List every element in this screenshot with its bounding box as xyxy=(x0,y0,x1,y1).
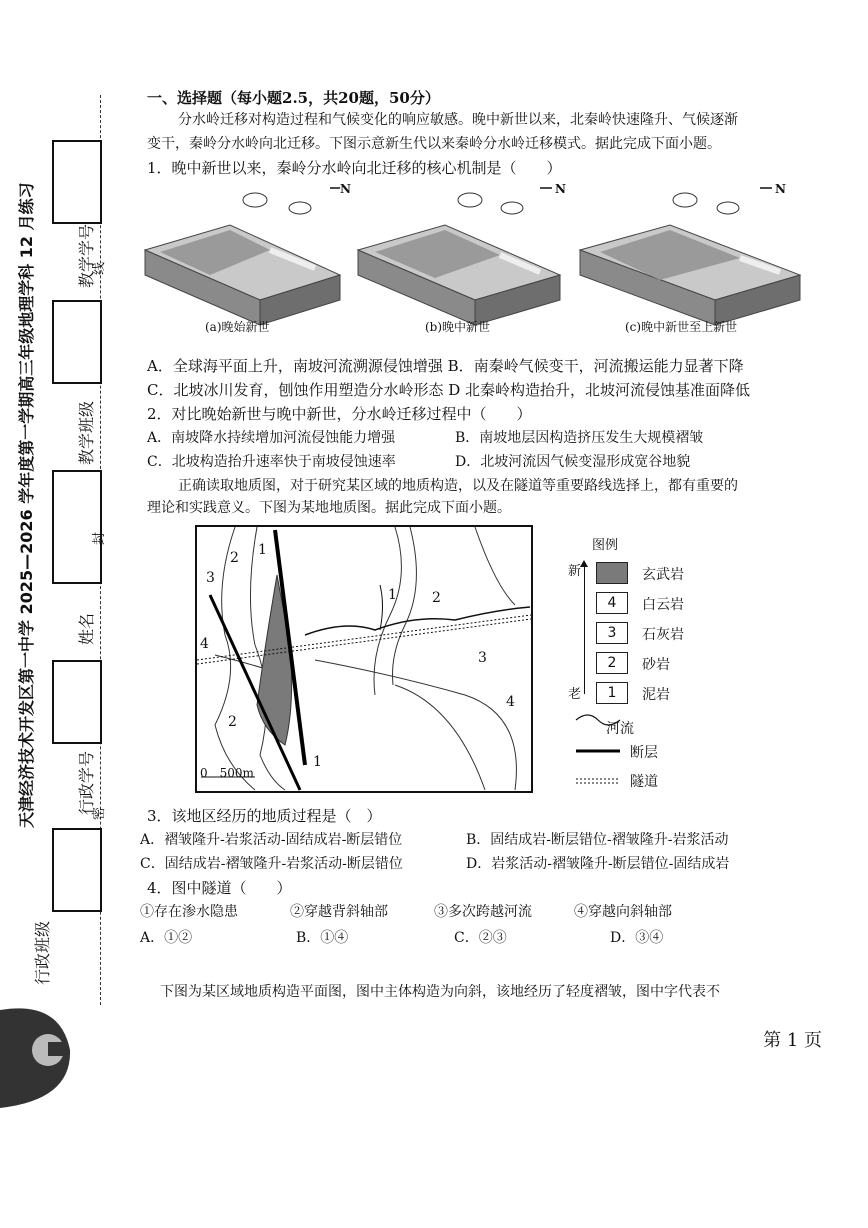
legend-swatch-sandstone: 2 xyxy=(596,652,628,674)
q4-option-c: C．②③ xyxy=(454,930,507,946)
map-num-1c: 1 xyxy=(313,754,322,770)
seal-char-feng: 封 xyxy=(92,531,107,545)
intro-line-1: 分水岭迁移对构造过程和气候变化的响应敏感。晚中新世以来，北秦岭快速隆升、气候逐渐 xyxy=(178,112,738,128)
passage2-line1: 正确读取地质图，对于研究某区域的地质构造，以及在隧道等重要路线选择上，都有重要的 xyxy=(178,478,738,494)
q4-statement-1: ①存在渗水隐患 xyxy=(140,904,238,920)
q4-statement-2: ②穿越背斜轴部 xyxy=(290,904,388,920)
label-teaching-id: 教学学号 xyxy=(77,223,96,288)
q4-option-a: A．①② xyxy=(140,930,193,946)
block-diagram-a xyxy=(145,225,340,325)
legend-label-mudstone: 泥岩 xyxy=(642,687,670,703)
q3-option-b: B．固结成岩-断层错位-褶皱隆升-岩浆活动 xyxy=(466,832,729,848)
legend-label-river: 河流 xyxy=(606,721,634,737)
q2-option-d: D．北坡河流因气候变湿形成宽谷地貌 xyxy=(455,454,691,470)
label-name: 姓名 xyxy=(77,612,96,645)
label-admin-id: 行政学号 xyxy=(77,750,96,815)
q3-option-a: A．褶皱隆升-岩浆活动-固结成岩-断层错位 xyxy=(140,832,403,848)
block-diagram-b xyxy=(358,225,560,325)
admin-class-box[interactable] xyxy=(52,828,102,912)
legend-label-limestone: 石灰岩 xyxy=(642,627,684,643)
label-admin-class: 行政班级 xyxy=(33,920,52,985)
legend-new: 新 xyxy=(568,564,582,579)
q1-stem: 1．晚中新世以来，秦岭分水岭向北迁移的核心机制是（ ） xyxy=(147,159,562,177)
map-num-4b: 4 xyxy=(506,694,515,710)
legend-title: 图例 xyxy=(592,538,619,553)
section-heading: 一、选择题（每小题2.5，共20题，50分） xyxy=(147,89,440,107)
legend-label-dolomite: 白云岩 xyxy=(642,597,684,613)
q4-option-b: B．①④ xyxy=(296,930,349,946)
legend-label-sandstone: 砂岩 xyxy=(642,657,670,673)
q3-option-d: D．岩浆活动-褶皱隆升-断层错位-固结成岩 xyxy=(466,856,730,872)
legend-swatch-mudstone: 1 xyxy=(596,682,628,704)
q4-statement-3: ③多次跨越河流 xyxy=(434,904,532,920)
seal-char-mi: 密 xyxy=(92,806,107,820)
passage2-line2: 理论和实践意义。下图为某地地质图。据此完成下面小题。 xyxy=(147,500,511,516)
q3-stem: 3．该地区经历的地质过程是（ ） xyxy=(147,807,382,825)
legend-old: 老 xyxy=(568,687,582,702)
school-title: 天津经济技术开发区第一中学 2025—2026 学年度第一学期高三年级地理学科 12 月练习 xyxy=(17,182,36,828)
map-num-2c: 2 xyxy=(228,714,237,730)
legend-swatch-limestone: 3 xyxy=(596,622,628,644)
north-arrow-a: N xyxy=(340,182,351,196)
legend-swatch-dolomite: 4 xyxy=(596,592,628,614)
q4-option-d: D．③④ xyxy=(610,930,664,946)
q1-options-line1: A．全球海平面上升，南坡河流溯源侵蚀增强 B．南秦岭气候变干，河流搬运能力显著下降 xyxy=(147,357,744,375)
label-teaching-class: 教学班级 xyxy=(77,400,96,465)
intro-line-2: 变干，秦岭分水岭向北迁移。下图示意新生代以来秦岭分水岭迁移模式。据此完成下面小题。 xyxy=(147,136,721,152)
map-num-3b: 3 xyxy=(478,650,487,666)
legend-label-tunnel: 隧道 xyxy=(630,774,658,790)
legend-arrow-icon xyxy=(580,560,588,567)
caption-b: (b)晚中新世 xyxy=(425,320,491,334)
q2-option-c: C．北坡构造抬升速率快于南坡侵蚀速率 xyxy=(147,454,396,470)
caption-c: (c)晚中新世至上新世 xyxy=(625,320,738,334)
name-box[interactable] xyxy=(52,470,102,584)
map-num-1b: 1 xyxy=(388,587,397,603)
page-number: 第 1 页 xyxy=(763,1030,822,1051)
q2-option-b: B．南坡地层因构造挤压发生大规模褶皱 xyxy=(455,430,704,446)
north-arrow-b: N xyxy=(555,182,566,196)
watershed-migration-figure xyxy=(140,180,820,340)
legend-label-fault: 断层 xyxy=(630,745,658,761)
q4-stem: 4．图中隧道（ ） xyxy=(147,879,292,897)
caption-a: (a)晚始新世 xyxy=(205,320,270,334)
scanner-logo-icon xyxy=(0,1000,80,1110)
map-num-1a: 1 xyxy=(258,542,267,558)
map-num-3a: 3 xyxy=(206,570,215,586)
q2-option-a: A．南坡降水持续增加河流侵蚀能力增强 xyxy=(147,430,396,446)
map-scale: 0 500m xyxy=(200,766,254,780)
teaching-class-box[interactable] xyxy=(52,300,102,384)
q3-option-c: C．固结成岩-褶皱隆升-岩浆活动-断层错位 xyxy=(140,856,403,872)
north-arrow-c: N xyxy=(775,182,786,196)
q2-stem: 2．对比晚始新世与晚中新世，分水岭迁移过程中（ ） xyxy=(147,405,532,423)
q4-statement-4: ④穿越向斜轴部 xyxy=(574,904,672,920)
block-diagram-c xyxy=(580,225,800,325)
map-num-2b: 2 xyxy=(432,590,441,606)
teaching-id-box[interactable] xyxy=(52,140,102,224)
admin-id-box[interactable] xyxy=(52,660,102,744)
seal-char-xian: 线 xyxy=(92,261,107,275)
map-num-2a: 2 xyxy=(230,550,239,566)
legend-age-axis xyxy=(584,562,585,694)
q1-options-line2: C．北坡冰川发育，刨蚀作用塑造分水岭形态 D 北秦岭构造抬升，北坡河流侵蚀基准面降低 xyxy=(147,381,751,399)
passage3-line1: 下图为某区域地质构造平面图，图中主体构造为向斜，该地经历了轻度褶皱，图中字代表不 xyxy=(160,984,720,1000)
binding-sidebar xyxy=(0,0,120,1228)
legend-label-basalt: 玄武岩 xyxy=(642,567,684,583)
legend-swatch-basalt xyxy=(596,562,628,584)
map-num-4a: 4 xyxy=(200,636,209,652)
